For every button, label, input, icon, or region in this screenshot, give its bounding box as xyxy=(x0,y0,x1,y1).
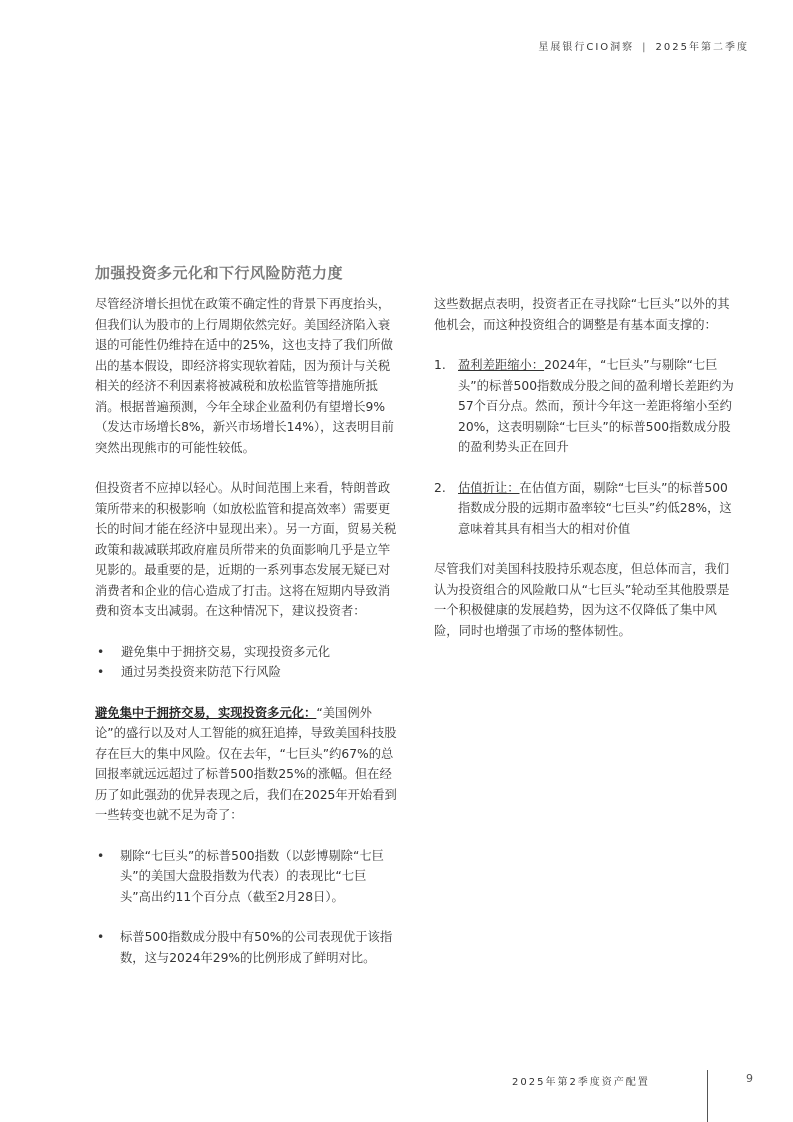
sub-bullet-item xyxy=(95,927,397,968)
item-number: 1. xyxy=(434,358,446,372)
bullet-item xyxy=(95,642,397,663)
header-brand: 星展银行CIO洞察 xyxy=(538,42,635,53)
section-title: 加强投资多元化和下行风险防范力度 xyxy=(95,264,344,282)
paragraph-body: “美国例外论”的盛行以及对人工智能的疯狂追捧，导致美国科技股存在巨大的集中风险。仅在去年，“七巨头”约67%的总回报率就远远超过了标普500指数25%的涨幅。但在经历了如此强劲的优异表现之后，我们在2025年开始看到一些转变也就不足为奇了： xyxy=(95,705,397,822)
footer-divider xyxy=(707,1070,708,1122)
bullet-icon: • xyxy=(97,644,105,659)
page-number: 9 xyxy=(746,1072,753,1085)
item-label: 估值折让： xyxy=(458,480,520,495)
bullet-text: 通过另类投资来防范下行风险 xyxy=(121,665,281,679)
item-text: 2024年，“七巨头”与剔除“七巨头”的标普500指数成分股之间的盈利增长差距约为57个百分点。然而，预计今年这一差距将缩小至约20%，这表明剔除“七巨头”的标普500指数成分股的盈利势头正在回升 xyxy=(458,358,734,454)
left-paragraph-2: 但投资者不应掉以轻心。从时间范围上来看，特朗普政策所带来的积极影响（如放松监管和提高效率）需要更长的时间才能在经济中显现出来）。另一方面，贸易关税政策和裁减联邦政府雇员所带来的负面影响几乎是立竿见影的。最重要的是，近期的一系列事态发展无疑已对消费者和企业的信心造成了打击。这将在短期内导致消费和资本支出减弱。在这种情况下，建议投资者： xyxy=(95,481,397,618)
bullet-item xyxy=(95,662,397,683)
header-quarter: 2025年第二季度 xyxy=(655,42,749,53)
numbered-item xyxy=(434,355,739,458)
bullet-icon: • xyxy=(97,665,105,679)
sub-bullet-item xyxy=(95,846,397,908)
left-paragraph-3 xyxy=(95,703,397,826)
left-column xyxy=(95,294,397,968)
numbered-item xyxy=(434,478,739,540)
bullet-icon: • xyxy=(97,930,105,944)
header-separator: | xyxy=(642,42,648,53)
paragraph-lead-heading: 避免集中于拥挤交易，实现投资多元化： xyxy=(95,705,317,720)
left-paragraph-1: 尽管经济增长担忧在政策不确定性的背景下再度抬头，但我们认为股市的上行周期依然完好。美国经济陷入衰退的可能性仍维持在适中的25%，这也支持了我们所做出的基本假设，即经济将实现软着陆，因为预计与关税相关的经济不利因素将被减税和放松监管等措施所抵消。根据普遍预测，今年全球企业盈利仍有望增长9%（发达市场增长8%，新兴市场增长14%），这表明目前突然出现熊市的可能性较低。 xyxy=(95,297,394,455)
right-conclusion: 尽管我们对美国科技股持乐观态度，但总体而言，我们认为投资组合的风险敞口从“七巨头”轮动至其他股票是一个积极健康的发展趋势，因为这不仅降低了集中风险，同时也增强了市场的整体韧性。 xyxy=(434,562,730,638)
item-label: 盈利差距缩小： xyxy=(458,358,545,372)
footer-title: 2025年第2季度资产配置 xyxy=(512,1077,650,1088)
item-text: 在估值方面，剔除“七巨头”的标普500指数成分股的远期市盈率较“七巨头”约低28%，这意味着其具有相当大的相对价值 xyxy=(458,480,732,536)
right-intro: 这些数据点表明，投资者正在寻找除“七巨头”以外的其他机会，而这种投资组合的调整是有基本面支撑的： xyxy=(434,297,730,332)
sub-bullet-text: 剔除“七巨头”的标普500指数（以彭博剔除“七巨头”的美国大盘股指数为代表）的表现比“七巨头”高出约11个百分点（截至2月28日）。 xyxy=(120,848,384,904)
sub-bullet-text: 标普500指数成分股中有50%的公司表现优于该指数，这与2024年29%的比例形成了鲜明对比。 xyxy=(120,930,393,965)
right-column xyxy=(434,294,739,641)
item-number: 2. xyxy=(434,480,446,495)
page-header xyxy=(538,38,749,53)
bullet-icon: • xyxy=(97,848,105,863)
bullet-text: 避免集中于拥挤交易，实现投资多元化 xyxy=(121,644,331,659)
